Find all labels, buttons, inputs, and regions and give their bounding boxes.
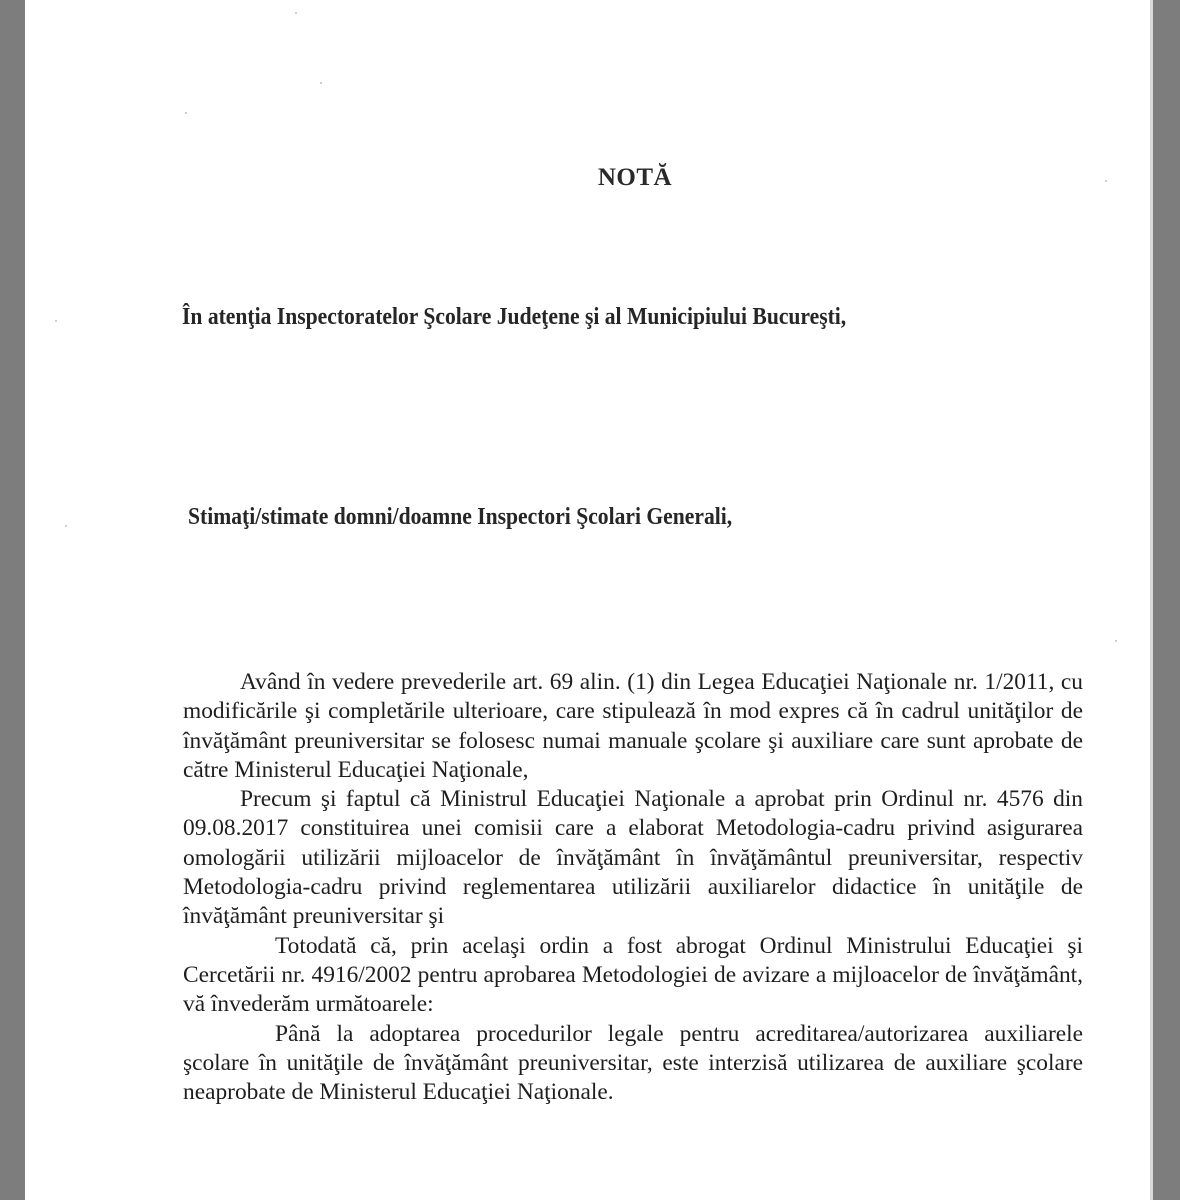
paragraph: Având în vedere prevederile art. 69 alin. (1) din Legea Educaţiei Naţionale nr. 1/2011, cu modificările şi completările ulterioare, care stipulează în mod expres că în cadrul unităţilor de învăţământ preuniversitar se folosesc numai manuale şcolare şi auxiliare care sunt aprobate de către Ministerul Educaţiei Naţionale, <box>183 669 1083 783</box>
addressee-line: În atenţia Inspectoratelor Şcolare Judeţene şi al Municipiului Bucureşti, <box>182 304 847 330</box>
paragraph: Până la adoptarea procedurilor legale pentru acreditarea/autorizarea auxiliarele şcolare în unităţile de învăţământ preuniversitar, este interzisă utilizarea de auxiliare şcolare neaprobate de Ministerul Educaţiei Naţionale. <box>183 1020 1083 1106</box>
scan-speck <box>185 112 187 114</box>
scan-speck <box>1105 180 1107 182</box>
scan-speck <box>295 12 297 14</box>
scan-speck <box>320 82 322 84</box>
scan-speck <box>65 525 67 527</box>
scan-speck <box>55 320 57 322</box>
scan-speck <box>1115 640 1117 642</box>
paragraph: Totodată că, prin acelaşi ordin a fost abrogat Ordinul Ministrului Educaţiei şi Cercetării nr. 4916/2002 pentru aprobarea Metodologiei de avizare a mijloacelor de învăţământ, vă învederăm următoarele: <box>183 932 1083 1018</box>
paragraph: Precum şi faptul că Ministrul Educaţiei Naţionale a aprobat prin Ordinul nr. 4576 din 09.08.2017 constituirea unei comisii care a elaborat Metodologia-cadru privind asigurarea omologării utilizării mijloacelor de învăţământ în învăţământul preuniversitar, respectiv Metodologia-cadru privind reglementarea utilizării auxiliarelor didactice în unităţile de învăţământ preuniversitar şi <box>183 786 1083 930</box>
salutation-line: Stimaţi/stimate domni/doamne Inspectori Şcolari Generali, <box>188 504 733 530</box>
document-body <box>183 668 1083 1107</box>
document-page <box>25 0 1153 1200</box>
document-title: NOTĂ <box>597 164 673 191</box>
